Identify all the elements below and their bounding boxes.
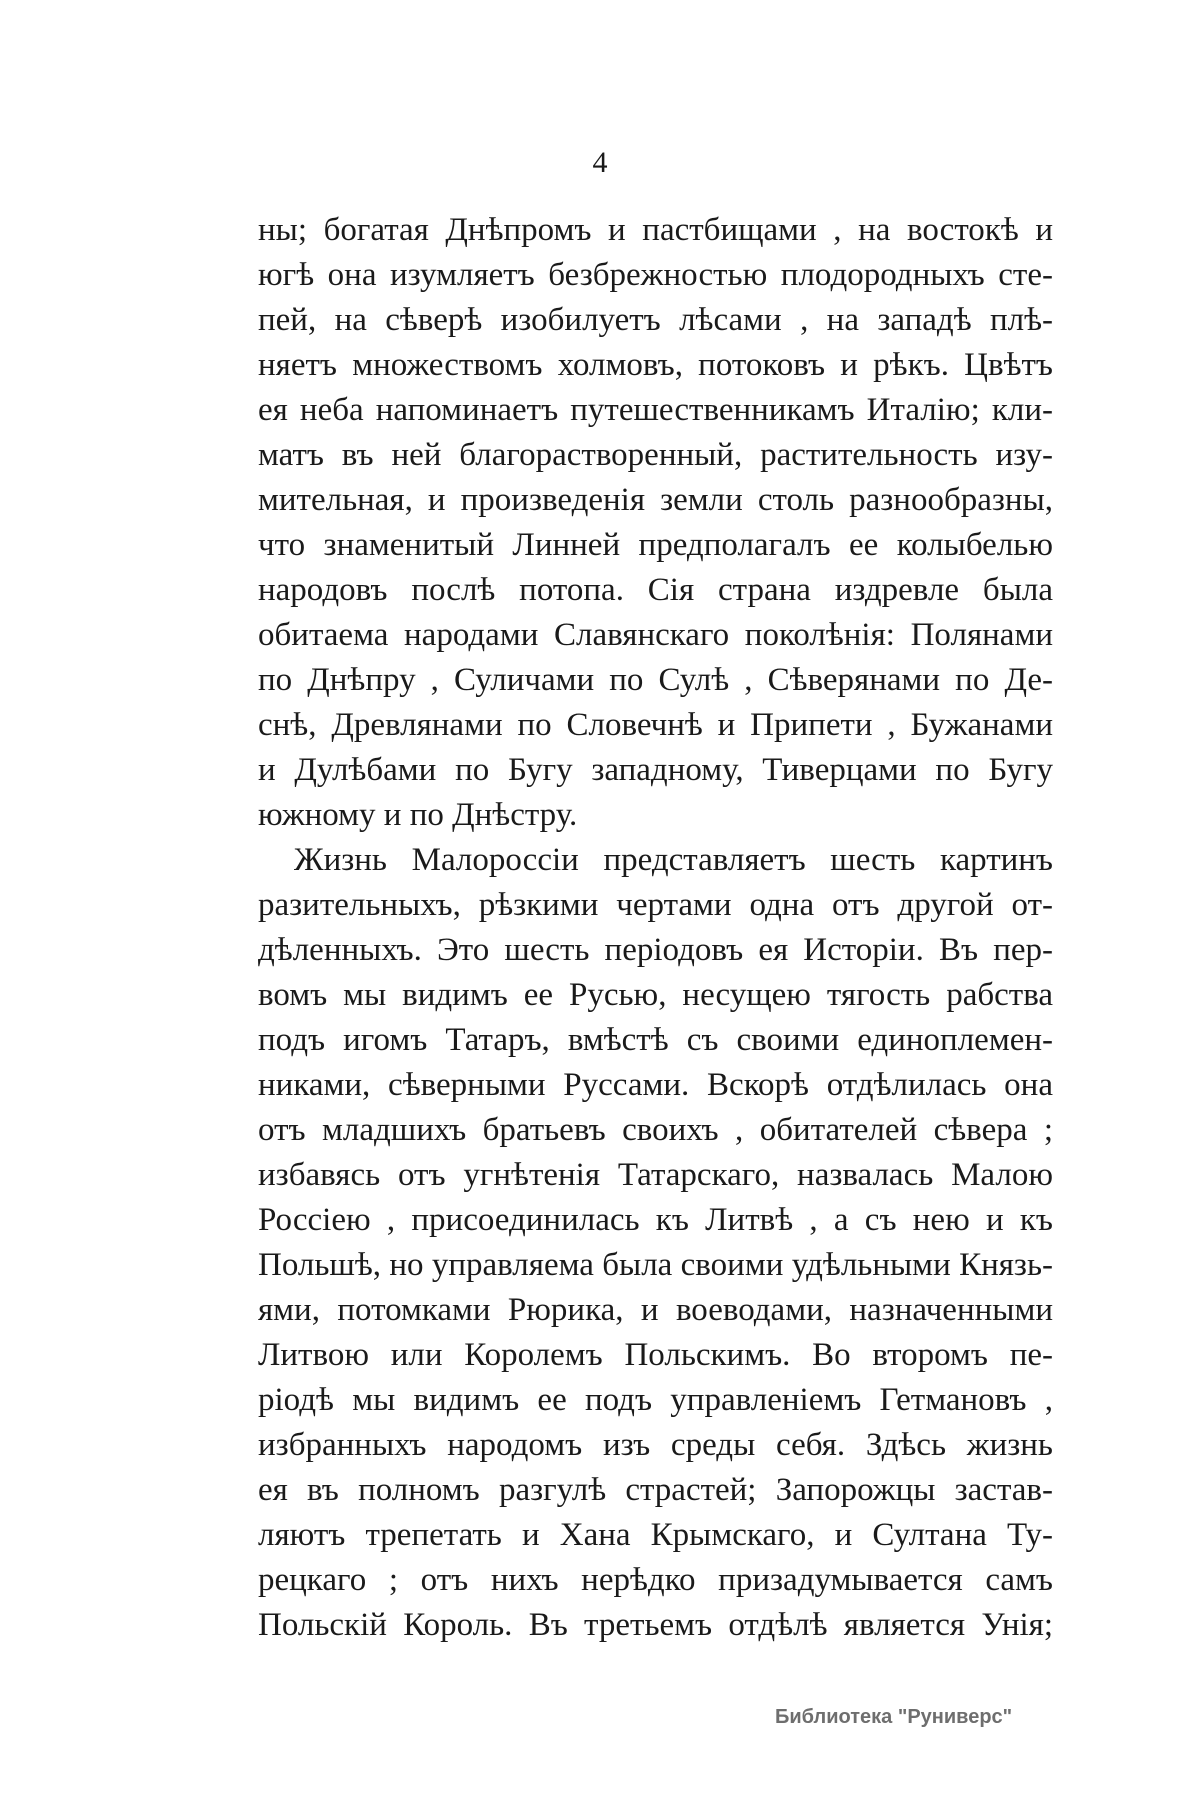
- text-line: Литвою или Королемъ Польскимъ. Во второмъ пе-: [258, 1337, 1053, 1373]
- text-line: ея въ полномъ разгулѣ страстей; Запорожцы застав-: [258, 1472, 1053, 1508]
- text-line: рецкаго ; отъ нихъ нерѣдко призадумывается самъ: [258, 1562, 1053, 1598]
- text-line: Польскій Король. Въ третьемъ отдѣлѣ является Унія;: [258, 1607, 1053, 1643]
- text-line: южному и по Днѣстру.: [258, 797, 578, 833]
- text-line: югѣ она изумляетъ безбрежностью плодородныхъ сте-: [258, 257, 1053, 293]
- library-watermark: Библиотека "Руниверс": [775, 1706, 1013, 1728]
- text-line: пей, на сѣверѣ изобилуетъ лѣсами , на западѣ плѣ-: [258, 302, 1053, 338]
- text-line: мительная, и произведенія земли столь разнообразны,: [258, 482, 1053, 518]
- text-line: обитаема народами Славянскаго поколѣнія: Полянами: [258, 617, 1053, 653]
- text-line: ями, потомками Рюрика, и воеводами, назначенными: [258, 1292, 1053, 1328]
- text-line: по Днѣпру , Суличами по Сулѣ , Сѣверянами по Де-: [258, 662, 1053, 698]
- text-line: избранныхъ народомъ изъ среды себя. Здѣсь жизнь: [258, 1427, 1053, 1463]
- text-line: народовъ послѣ потопа. Сія страна издревле была: [258, 572, 1053, 608]
- text-line: Польшѣ, но управляема была своими удѣльными Князь-: [258, 1247, 1053, 1283]
- text-line: отъ младшихъ братьевъ своихъ , обитателей сѣвера ;: [258, 1112, 1053, 1148]
- text-line: дѣленныхъ. Это шесть періодовъ ея Исторіи. Въ пер-: [258, 932, 1053, 968]
- text-line: никами, сѣверными Руссами. Вскорѣ отдѣлилась она: [258, 1067, 1053, 1103]
- text-line: ны; богатая Днѣпромъ и пастбищами , на востокѣ и: [258, 212, 1053, 248]
- text-line: матъ въ ней благорастворенный, растительность изу-: [258, 437, 1053, 473]
- text-line: избавясь отъ угнѣтенія Татарскаго, назвалась Малою: [258, 1157, 1053, 1193]
- text-line: снѣ, Древлянами по Словечнѣ и Припети , Бужанами: [258, 707, 1053, 743]
- page-number: 4: [592, 146, 608, 179]
- text-line: разительныхъ, рѣзкими чертами одна отъ другой от-: [258, 887, 1053, 923]
- text-line: ляютъ трепетать и Хана Крымскаго, и Султана Ту-: [258, 1517, 1053, 1553]
- text-line: и Дулѣбами по Бугу западному, Тиверцами по Бугу: [258, 752, 1053, 788]
- text-line: вомъ мы видимъ ее Русью, несущею тягость рабства: [258, 977, 1053, 1013]
- text-line: ріодѣ мы видимъ ее подъ управленіемъ Гетмановъ ,: [258, 1382, 1053, 1418]
- body-text: [258, 208, 1053, 1648]
- text-line: Жизнь Малороссіи представляетъ шесть картинъ: [294, 842, 1053, 878]
- text-line: ея неба напоминаетъ путешественникамъ Италію; кли-: [258, 392, 1053, 428]
- text-line: няетъ множествомъ холмовъ, потоковъ и рѣкъ. Цвѣтъ: [258, 347, 1053, 383]
- text-line: что знаменитый Линней предполагалъ ее колыбелью: [258, 527, 1053, 563]
- paragraph-1: [258, 208, 1053, 838]
- paragraph-2: [258, 838, 1053, 1648]
- text-line: Россіею , присоединилась къ Литвѣ , а съ нею и къ: [258, 1202, 1053, 1238]
- text-line: подъ игомъ Татаръ, вмѣстѣ съ своими единоплемен-: [258, 1022, 1053, 1058]
